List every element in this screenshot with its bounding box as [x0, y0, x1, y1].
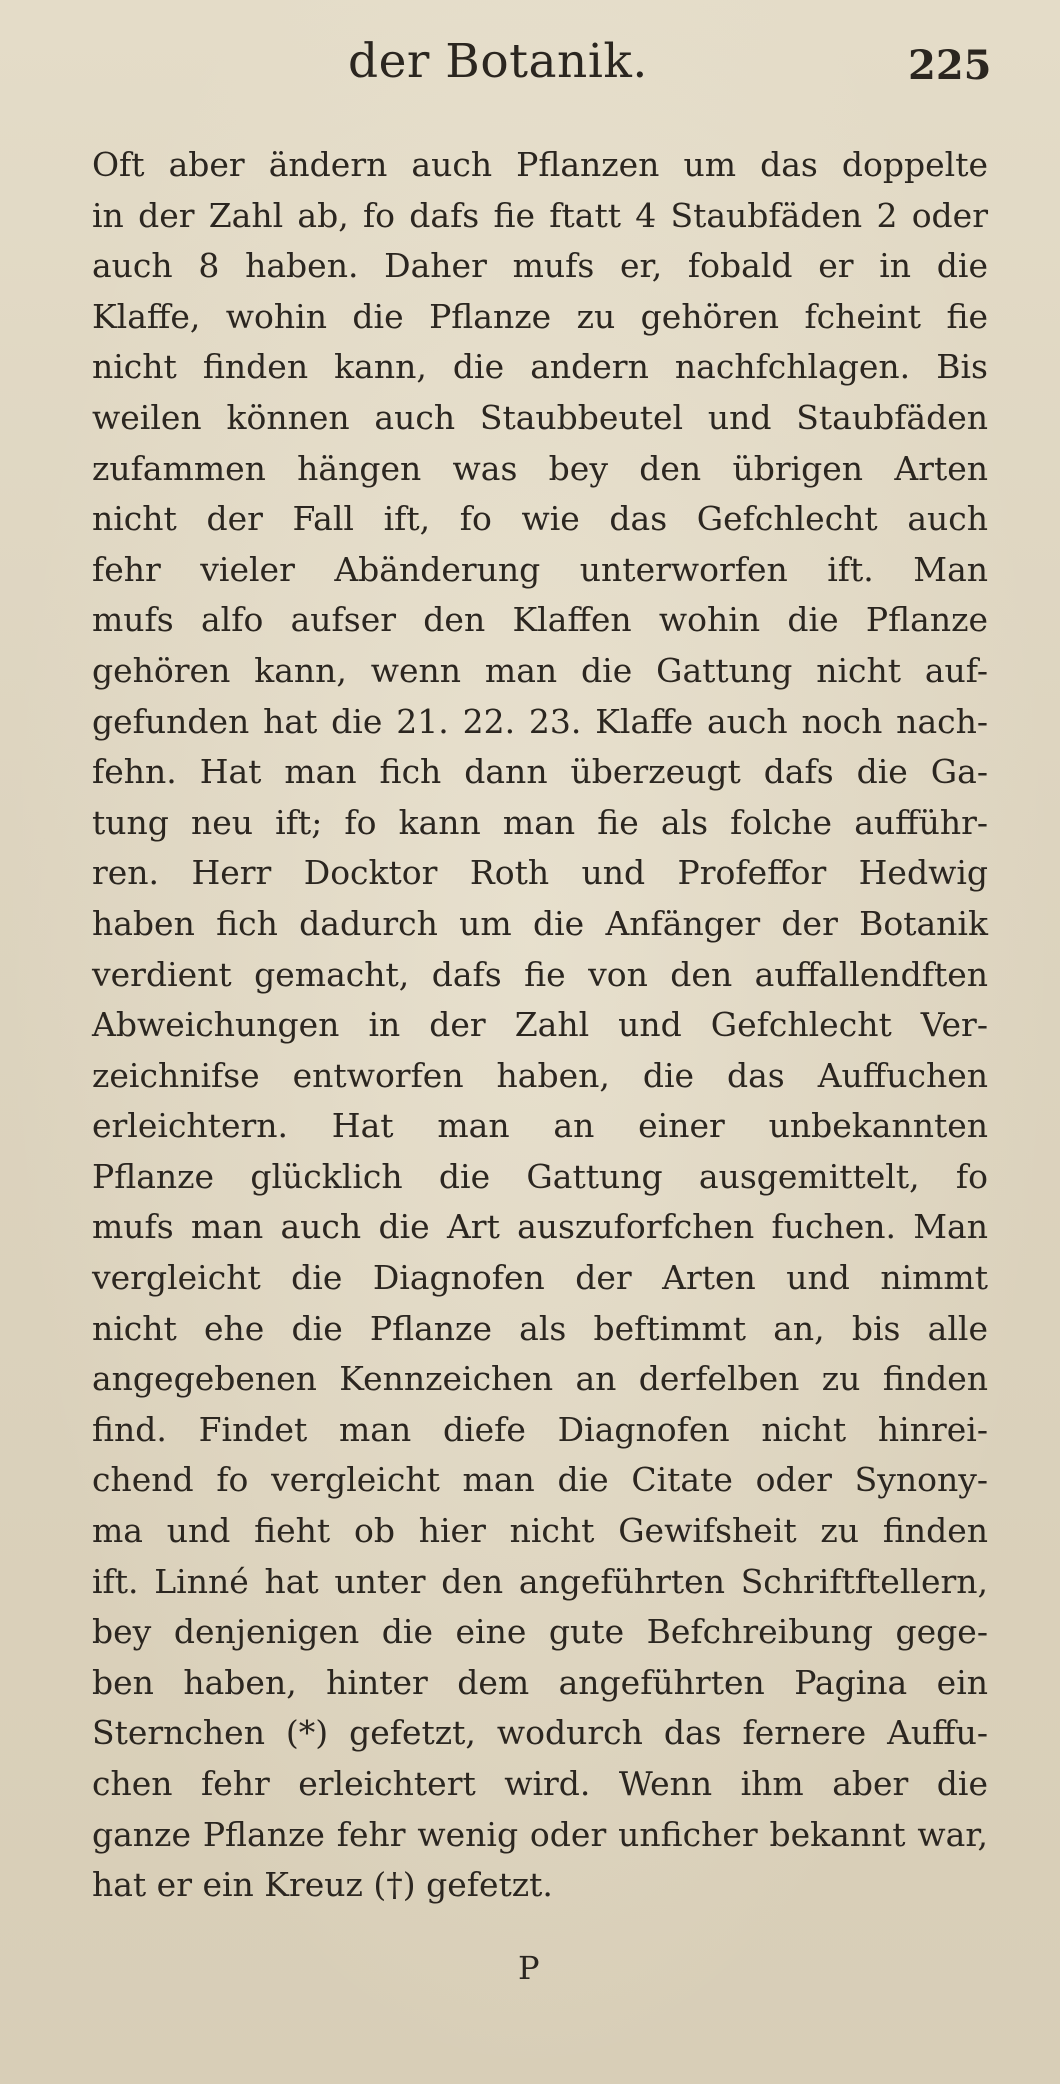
- text-line: find. Findet man diefe Diagnofen nicht hinrei-: [92, 1409, 988, 1449]
- body-text: [92, 140, 988, 1911]
- text-line: Oft aber ändern auch Pflanzen um das doppelte: [92, 145, 988, 184]
- text-line: Pflanze glücklich die Gattung ausgemittelt, fo: [92, 1156, 988, 1196]
- text-line: fehr vieler Abänderung unterworfen ift. Man: [92, 549, 988, 589]
- text-line: ganze Pflanze fehr wenig oder unficher bekannt war,: [92, 1814, 988, 1854]
- text-line: nicht finden kann, die andern nachfchlagen. Bis: [92, 347, 988, 387]
- text-line: tung neu ift; fo kann man fie als folche aufführ-: [92, 802, 988, 842]
- text-line: weilen können auch Staubbeutel und Staubfäden: [92, 397, 988, 437]
- text-line: haben fich dadurch um die Anfänger der Botanik: [92, 903, 988, 943]
- signature-mark: P: [518, 1949, 540, 1987]
- text-line: Sternchen (*) gefetzt, wodurch das fernere Auffu-: [92, 1713, 988, 1753]
- text-line: mufs alfo aufser den Klaffen wohin die Pflanze: [92, 600, 988, 640]
- text-line: auch 8 haben. Daher mufs er, fobald er in die: [92, 246, 988, 286]
- text-line: ma und fieht ob hier nicht Gewifsheit zu finden: [92, 1511, 988, 1551]
- text-line: zeichnifse entworfen haben, die das Auffuchen: [92, 1055, 988, 1095]
- text-line: angegebenen Kennzeichen an derfelben zu finden: [92, 1359, 988, 1399]
- text-line: bey denjenigen die eine gute Befchreibung gege-: [92, 1612, 988, 1652]
- text-line: erleichtern. Hat man an einer unbekannten: [92, 1106, 988, 1146]
- text-line: Abweichungen in der Zahl und Gefchlecht Ver-: [92, 1005, 988, 1045]
- text-line: mufs man auch die Art auszuforfchen fuchen. Man: [92, 1207, 988, 1247]
- text-line: gefunden hat die 21. 22. 23. Klaffe auch noch nach-: [92, 701, 988, 741]
- text-line: nicht ehe die Pflanze als beftimmt an, bis alle: [92, 1308, 988, 1348]
- text-line: in der Zahl ab, fo dafs fie ftatt 4 Staubfäden 2 oder: [92, 195, 988, 235]
- text-line: ift. Linné hat unter den angeführten Schriftftellern,: [92, 1561, 988, 1601]
- text-line: ren. Herr Docktor Roth und Profeffor Hedwig: [92, 853, 988, 893]
- page-number: 225: [908, 42, 992, 89]
- page-header: [0, 32, 1060, 92]
- text-line: fehn. Hat man fich dann überzeugt dafs die Ga-: [92, 752, 988, 792]
- text-line: vergleicht die Diagnofen der Arten und nimmt: [92, 1258, 988, 1298]
- text-line: chend fo vergleicht man die Citate oder Synony-: [92, 1460, 988, 1500]
- text-line: hat er ein Kreuz (†) gefetzt.: [92, 1865, 553, 1905]
- text-line: verdient gemacht, dafs fie von den auffallendften: [92, 954, 988, 994]
- text-line: gehören kann, wenn man die Gattung nicht auf-: [92, 650, 988, 690]
- text-line: chen fehr erleichtert wird. Wenn ihm aber die: [92, 1764, 988, 1803]
- text-line: Klaffe, wohin die Pflanze zu gehören fcheint fie: [92, 296, 988, 336]
- text-line: ben haben, hinter dem angeführten Pagina ein: [92, 1662, 988, 1702]
- text-line: zufammen hängen was bey den übrigen Arten: [92, 448, 988, 488]
- text-line: nicht der Fall ift, fo wie das Gefchlecht auch: [92, 499, 988, 539]
- running-head: der Botanik.: [348, 34, 648, 89]
